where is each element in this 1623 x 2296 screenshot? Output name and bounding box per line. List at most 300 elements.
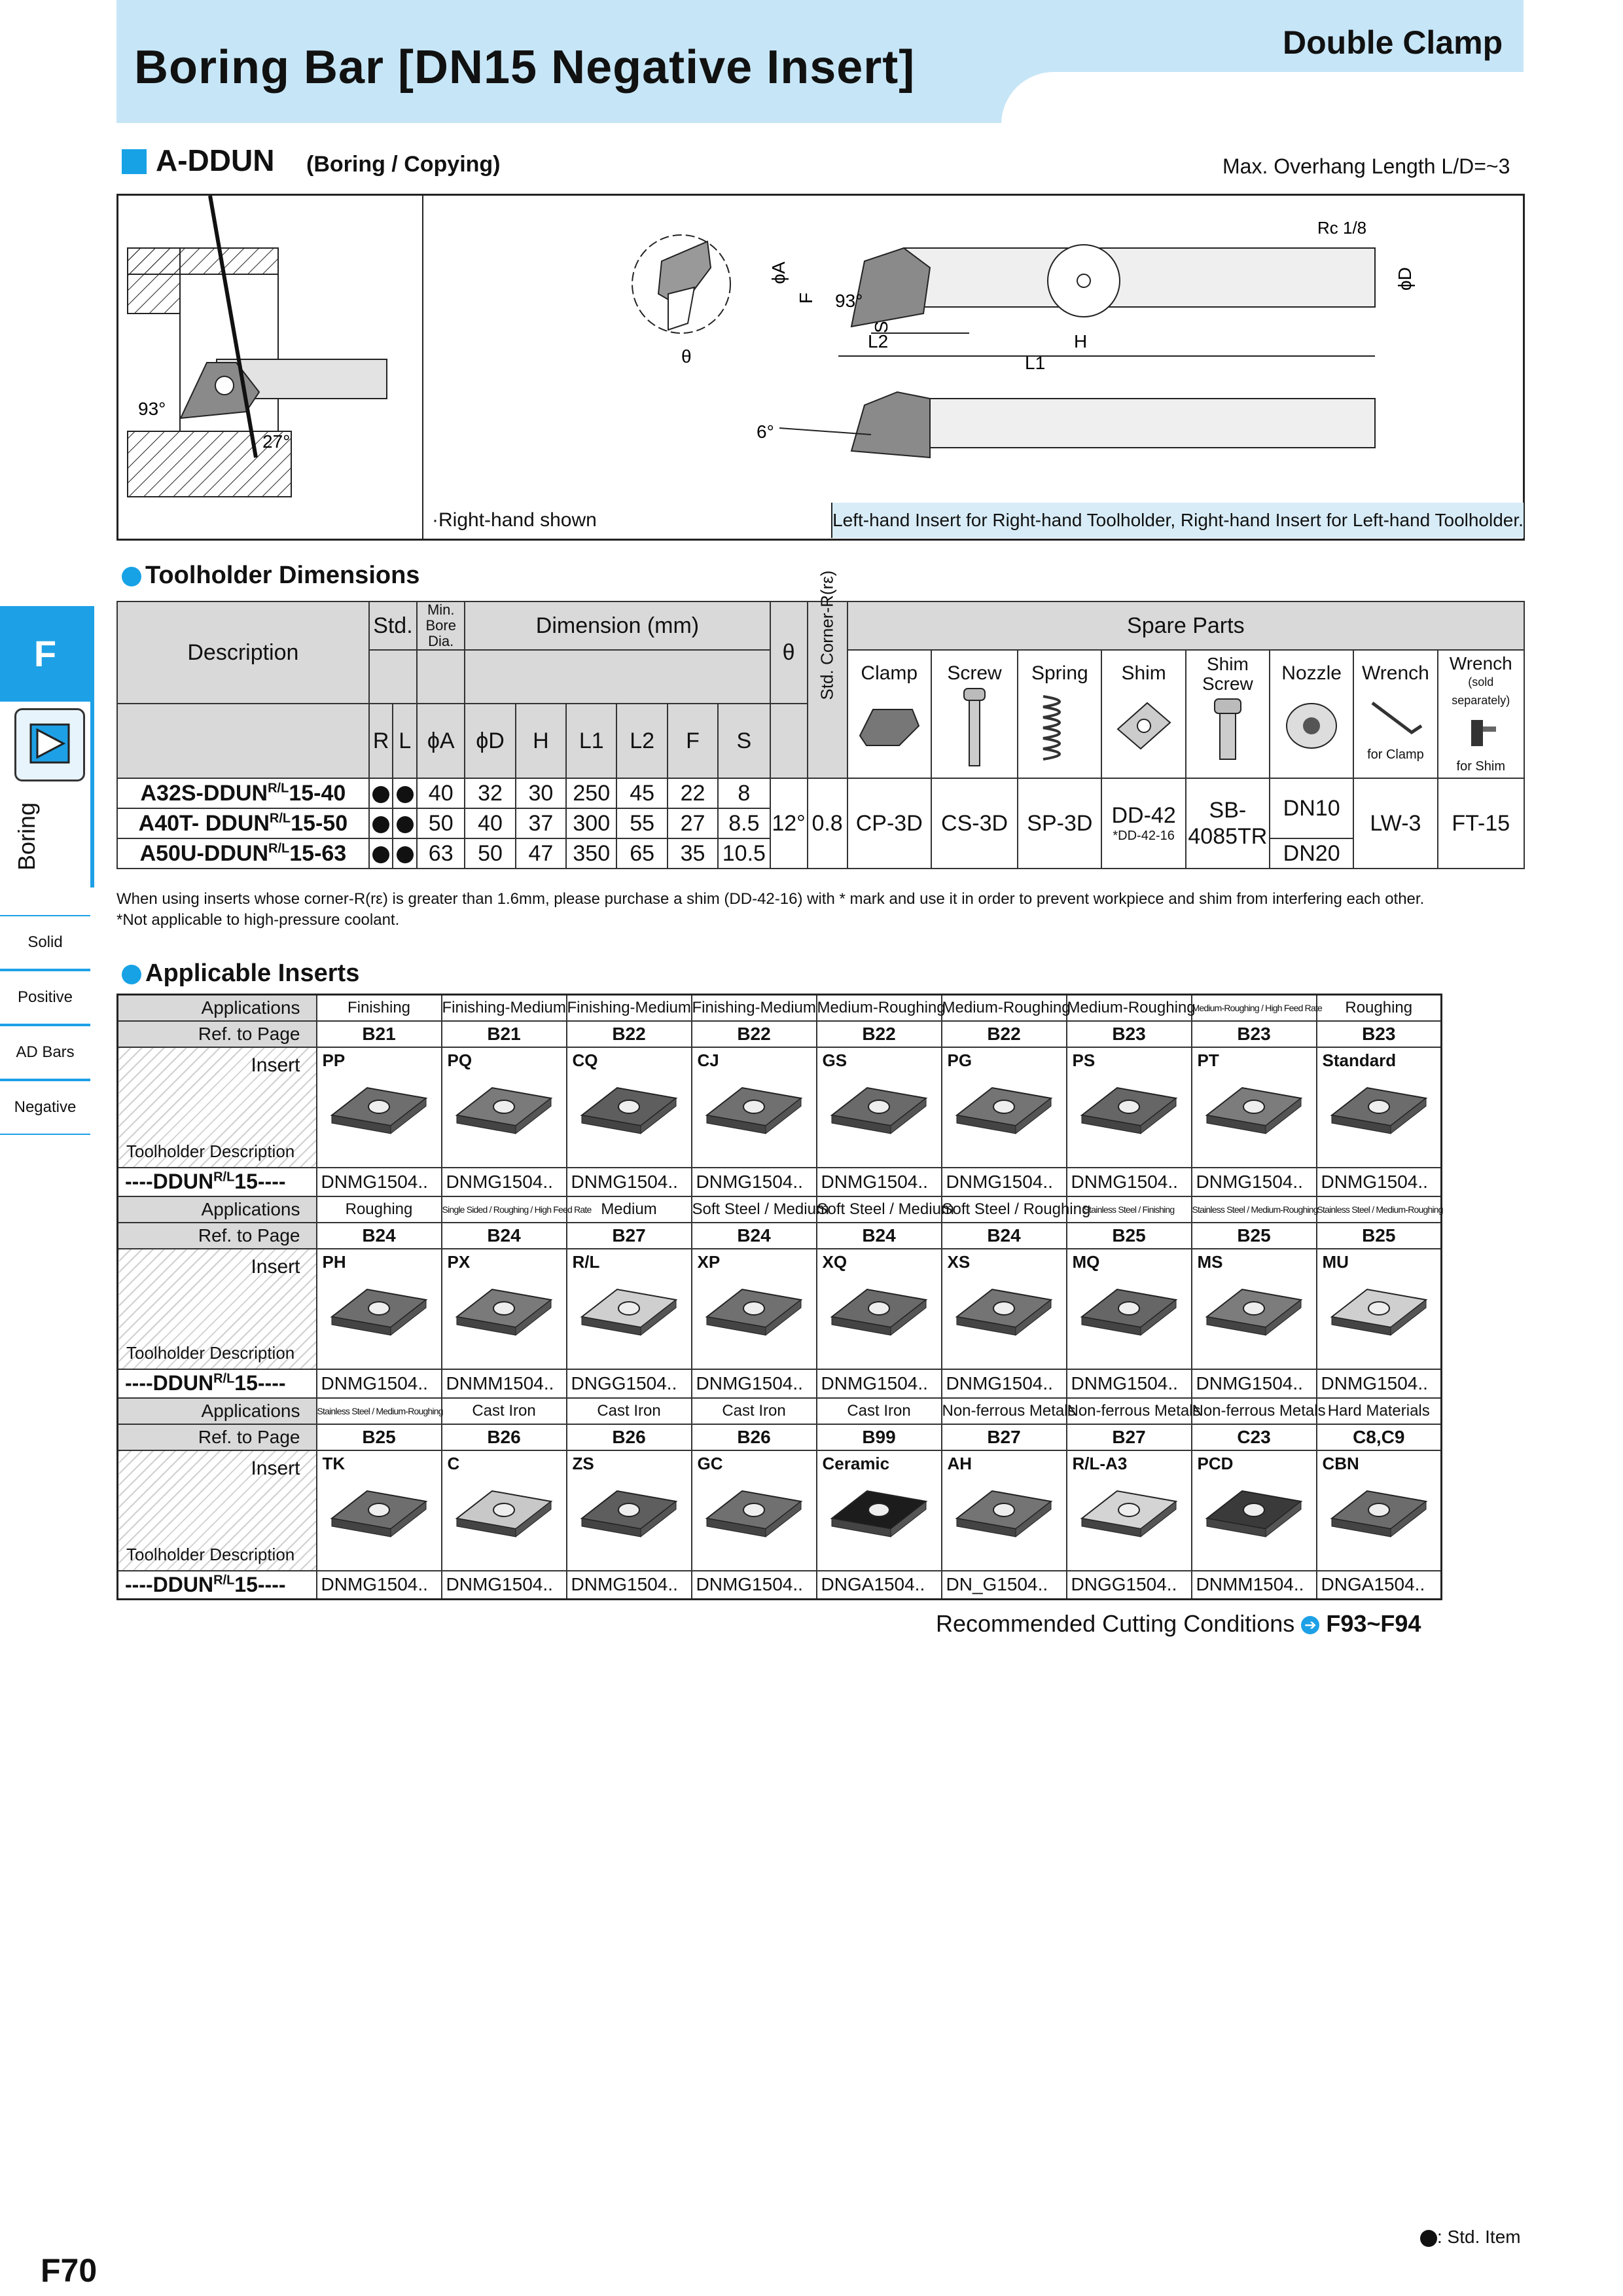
cell-L1: 300 bbox=[566, 808, 616, 838]
insert-code: DNGA1504.. bbox=[1317, 1571, 1442, 1600]
insert-ref-page[interactable]: B25 bbox=[1317, 1223, 1442, 1249]
insert-application: Medium-Roughing bbox=[1067, 995, 1192, 1021]
insert-name: PS bbox=[1072, 1050, 1096, 1070]
dimensions-heading: Toolholder Dimensions bbox=[145, 562, 420, 589]
insert-code: DNGG1504.. bbox=[1067, 1571, 1192, 1600]
shim-screw-icon bbox=[1208, 698, 1247, 763]
desc-b: 15-63 bbox=[289, 840, 347, 866]
insert-cell[interactable] bbox=[817, 1450, 942, 1571]
insert-name: XP bbox=[697, 1251, 721, 1272]
insert-code: DNMG1504.. bbox=[692, 1571, 817, 1600]
insert-code: DNMG1504.. bbox=[317, 1168, 442, 1196]
insert-application: Stainless Steel / Medium-Roughing bbox=[317, 1398, 442, 1424]
dimension-note-1: When using inserts whose corner-R(rε) is greater than 1.6mm, please purchase a shim (DD-42-16) with * mark and use it in order to prevent workpiece and shim from interfering each other. bbox=[116, 890, 1425, 908]
sidebar-item-ad-bars[interactable]: AD Bars bbox=[0, 1025, 90, 1080]
insert-cell[interactable] bbox=[1317, 1450, 1442, 1571]
boring-icon bbox=[14, 708, 85, 781]
insert-name: CBN bbox=[1322, 1453, 1359, 1473]
insert-cell[interactable] bbox=[317, 1047, 442, 1168]
insert-cell[interactable] bbox=[692, 1450, 817, 1571]
sidebar-item-positive[interactable]: Positive bbox=[0, 970, 90, 1025]
lbl-ref-page: Ref. to Page bbox=[118, 1021, 317, 1047]
insert-name: Standard bbox=[1322, 1050, 1397, 1070]
insert-code: DN_G1504.. bbox=[942, 1571, 1067, 1600]
L2-dim-label: L2 bbox=[868, 331, 889, 351]
drawing-svg bbox=[118, 196, 1523, 539]
insert-application: Medium bbox=[567, 1196, 692, 1223]
desc-rl: R/L bbox=[269, 811, 291, 826]
desc-a: A32S-DDUN bbox=[140, 780, 268, 806]
insert-cell[interactable] bbox=[442, 1047, 567, 1168]
insert-diamond-icon bbox=[1327, 1075, 1431, 1147]
hdr-corner bbox=[808, 570, 847, 778]
arrow-right-icon: ➔ bbox=[1301, 1616, 1319, 1634]
row-description bbox=[117, 838, 369, 869]
insert-code: DNMG1504.. bbox=[567, 1571, 692, 1600]
cell-H: 30 bbox=[516, 778, 566, 808]
cell-theta: 12° bbox=[770, 778, 808, 869]
sidebar-item-solid[interactable]: Solid bbox=[0, 915, 90, 970]
shim-alt-code: *DD-42-16 bbox=[1113, 829, 1175, 843]
insert-cell[interactable] bbox=[567, 1249, 692, 1369]
desc-rl: R/L bbox=[268, 841, 290, 856]
insert-cell[interactable] bbox=[817, 1249, 942, 1369]
shim-icon bbox=[1111, 696, 1177, 755]
insert-code: DNMG1504.. bbox=[442, 1571, 567, 1600]
hdr-wrench-text: Wrench bbox=[1362, 662, 1429, 684]
hdr-screw-text: Screw bbox=[947, 662, 1002, 684]
insert-diamond-icon bbox=[452, 1478, 556, 1550]
insert-name: PQ bbox=[447, 1050, 473, 1070]
H-dim-label: H bbox=[1074, 331, 1088, 351]
sidebar-item-negative[interactable]: Negative bbox=[0, 1080, 90, 1135]
recommended-conditions[interactable] bbox=[936, 1610, 1421, 1638]
insert-ref-page[interactable]: B99 bbox=[817, 1424, 942, 1450]
hdr-R: R bbox=[369, 704, 393, 778]
insert-cell[interactable] bbox=[1317, 1047, 1442, 1168]
insert-diamond-icon bbox=[952, 1075, 1056, 1147]
insert-name: PCD bbox=[1197, 1453, 1234, 1473]
insert-name: PH bbox=[322, 1251, 346, 1272]
insert-name: Ceramic bbox=[822, 1453, 890, 1473]
insert-diamond-icon bbox=[952, 1478, 1056, 1550]
std-R-dot bbox=[369, 808, 393, 838]
technical-drawing bbox=[116, 194, 1525, 541]
insert-ref-page[interactable]: B27 bbox=[942, 1424, 1067, 1450]
inserts-table bbox=[116, 994, 1441, 1600]
std-item-dot-icon bbox=[1420, 2230, 1437, 2247]
insert-name: MQ bbox=[1072, 1251, 1100, 1272]
insert-code: DNMG1504.. bbox=[1067, 1168, 1192, 1196]
lbl-holder: Toolholder Description bbox=[126, 1544, 295, 1564]
insert-application: Stainless Steel / Finishing bbox=[1067, 1196, 1192, 1223]
insert-diamond-icon bbox=[827, 1478, 931, 1550]
spring-icon bbox=[1037, 690, 1082, 768]
insert-name: GS bbox=[822, 1050, 847, 1070]
hdr-dimension-spacer bbox=[465, 650, 770, 704]
holder-description bbox=[118, 1168, 317, 1196]
insert-ref-page[interactable]: B26 bbox=[567, 1424, 692, 1450]
insert-code: DNMG1504.. bbox=[692, 1168, 817, 1196]
insert-ref-page[interactable]: B23 bbox=[1317, 1021, 1442, 1047]
hdr-F: F bbox=[668, 704, 718, 778]
cell-spring: SP-3D bbox=[1018, 778, 1101, 869]
insert-holder-diag bbox=[118, 1249, 317, 1369]
insert-cell[interactable] bbox=[567, 1047, 692, 1168]
insert-cell[interactable] bbox=[1317, 1249, 1442, 1369]
insert-cell[interactable] bbox=[317, 1249, 442, 1369]
hdr-min-bore: Min. Bore Dia. bbox=[417, 601, 465, 650]
insert-ref-page[interactable]: B22 bbox=[942, 1021, 1067, 1047]
cell-L2: 65 bbox=[616, 838, 667, 869]
insert-ref-page[interactable]: B23 bbox=[1192, 1021, 1317, 1047]
cell-phiD: 50 bbox=[465, 838, 515, 869]
cell-L2: 45 bbox=[616, 778, 667, 808]
lbl-holder: Toolholder Description bbox=[126, 1342, 295, 1363]
insert-cell[interactable] bbox=[1067, 1450, 1192, 1571]
hdr-shim-screw-text: Shim Screw bbox=[1202, 654, 1253, 694]
screw-icon bbox=[955, 687, 994, 772]
cell-phiD: 32 bbox=[465, 778, 515, 808]
insert-application: Medium-Roughing bbox=[942, 995, 1067, 1021]
hdr-wrench2 bbox=[1438, 650, 1524, 778]
insert-name: CJ bbox=[697, 1050, 719, 1070]
hdr-shim-screw bbox=[1186, 650, 1270, 778]
insert-ref-page[interactable]: B24 bbox=[817, 1223, 942, 1249]
header-notch bbox=[1001, 72, 1525, 124]
series-code: A-DDUN bbox=[156, 143, 275, 177]
insert-code: DNMG1504.. bbox=[442, 1168, 567, 1196]
insert-name: MS bbox=[1197, 1251, 1223, 1272]
insert-diamond-icon bbox=[1202, 1478, 1306, 1550]
insert-code: DNMG1504.. bbox=[1192, 1369, 1317, 1398]
insert-application: Roughing bbox=[317, 1196, 442, 1223]
hdr-L2: L2 bbox=[616, 704, 667, 778]
F-dim-label: F bbox=[796, 292, 816, 304]
cell-nozzle-2: DN20 bbox=[1270, 838, 1353, 869]
insert-ref-page[interactable]: B24 bbox=[317, 1223, 442, 1249]
insert-diamond-icon bbox=[1327, 1478, 1431, 1550]
section-marker-icon bbox=[122, 149, 147, 174]
insert-name: PT bbox=[1197, 1050, 1219, 1070]
cell-shim bbox=[1101, 778, 1185, 869]
recommended-label: Recommended Cutting Conditions bbox=[936, 1610, 1295, 1637]
cell-F: 35 bbox=[668, 838, 718, 869]
insert-ref-page[interactable]: B24 bbox=[942, 1223, 1067, 1249]
insert-ref-page[interactable]: B23 bbox=[1067, 1021, 1192, 1047]
lbl-applications: Applications bbox=[118, 995, 317, 1021]
insert-code: DNMG1504.. bbox=[1317, 1168, 1442, 1196]
sidebar-category bbox=[13, 798, 98, 884]
insert-cell[interactable] bbox=[942, 1249, 1067, 1369]
holder-b: 15---- bbox=[234, 1371, 286, 1395]
right-hand-note: ·Right-hand shown bbox=[432, 509, 597, 531]
insert-diamond-icon bbox=[702, 1075, 806, 1147]
page-number: F70 bbox=[41, 2252, 98, 2289]
cell-S: 8.5 bbox=[718, 808, 770, 838]
lbl-ref-page: Ref. to Page bbox=[118, 1223, 317, 1249]
insert-code: DNMG1504.. bbox=[817, 1369, 942, 1398]
hdr-shim bbox=[1101, 650, 1185, 778]
inserts-heading: Applicable Inserts bbox=[145, 960, 360, 987]
page-title: Boring Bar [DN15 Negative Insert] bbox=[134, 41, 916, 94]
insert-ref-page[interactable]: B26 bbox=[692, 1424, 817, 1450]
holder-b: 15---- bbox=[234, 1170, 286, 1193]
hdr-screw bbox=[931, 650, 1018, 778]
section-dot-icon bbox=[122, 567, 141, 586]
insert-ref-page[interactable]: B22 bbox=[817, 1021, 942, 1047]
insert-code: DNMG1504.. bbox=[1067, 1369, 1192, 1398]
insert-code: DNMM1504.. bbox=[1192, 1571, 1317, 1600]
hdr-min-bore-spacer bbox=[417, 650, 465, 704]
insert-cell[interactable] bbox=[1192, 1249, 1317, 1369]
insert-name: PG bbox=[947, 1050, 972, 1070]
max-overhang: Max. Overhang Length L/D=~3 bbox=[1222, 154, 1510, 178]
holder-description bbox=[118, 1571, 317, 1600]
section-dot-icon bbox=[122, 965, 141, 984]
hdr-L: L bbox=[393, 704, 417, 778]
holder-a: ----DDUN bbox=[125, 1170, 214, 1193]
series-type: (Boring / Copying) bbox=[306, 152, 501, 177]
cell-phiA: 63 bbox=[417, 838, 465, 869]
insert-application: Finishing bbox=[317, 995, 442, 1021]
insert-diamond-icon bbox=[952, 1276, 1056, 1348]
for-clamp-label: for Clamp bbox=[1367, 747, 1424, 762]
hdr-H: H bbox=[516, 704, 566, 778]
insert-name: MU bbox=[1322, 1251, 1349, 1272]
desc-b: 15-50 bbox=[291, 810, 348, 836]
insert-code: DNMG1504.. bbox=[317, 1369, 442, 1398]
cell-wrench: LW-3 bbox=[1353, 778, 1437, 869]
cell-screw: CS-3D bbox=[931, 778, 1018, 869]
insert-diamond-icon bbox=[1202, 1075, 1306, 1147]
insert-name: CQ bbox=[572, 1050, 598, 1070]
insert-diamond-icon bbox=[327, 1075, 431, 1147]
insert-application: Soft Steel / Roughing bbox=[942, 1196, 1067, 1223]
cell-H: 37 bbox=[516, 808, 566, 838]
insert-name: GC bbox=[697, 1453, 723, 1473]
insert-diamond-icon bbox=[327, 1276, 431, 1348]
insert-cell[interactable] bbox=[692, 1047, 817, 1168]
insert-application: Finishing-Medium bbox=[692, 995, 817, 1021]
std-L-dot bbox=[393, 808, 417, 838]
dimension-note-2: *Not applicable to high-pressure coolant. bbox=[116, 911, 400, 929]
insert-diamond-icon bbox=[1077, 1276, 1181, 1348]
insert-cell[interactable] bbox=[317, 1450, 442, 1571]
insert-code: DNMM1504.. bbox=[442, 1369, 567, 1398]
insert-ref-page[interactable]: B22 bbox=[567, 1021, 692, 1047]
insert-diamond-icon bbox=[327, 1478, 431, 1550]
cell-nozzle-1: DN10 bbox=[1270, 778, 1353, 838]
insert-code: DNMG1504.. bbox=[942, 1168, 1067, 1196]
insert-cell[interactable] bbox=[942, 1047, 1067, 1168]
insert-cell[interactable] bbox=[442, 1450, 567, 1571]
insert-ref-page[interactable]: B25 bbox=[1192, 1223, 1317, 1249]
hdr-wrench2-text: Wrench bbox=[1449, 653, 1512, 673]
insert-diamond-icon bbox=[827, 1276, 931, 1348]
insert-name: R/L bbox=[572, 1251, 600, 1272]
insert-code: DNGG1504.. bbox=[567, 1369, 692, 1398]
insert-application: Cast Iron bbox=[692, 1398, 817, 1424]
insert-ref-page[interactable]: B27 bbox=[1067, 1424, 1192, 1450]
row-description bbox=[117, 808, 369, 838]
insert-ref-page[interactable]: C8,C9 bbox=[1317, 1424, 1442, 1450]
cell-L1: 350 bbox=[566, 838, 616, 869]
insert-name: TK bbox=[322, 1453, 346, 1473]
hdr-std-spacer bbox=[369, 650, 417, 704]
insert-cell[interactable] bbox=[1192, 1450, 1317, 1571]
insert-code: DNMG1504.. bbox=[942, 1369, 1067, 1398]
hdr-nozzle-text: Nozzle bbox=[1281, 662, 1342, 684]
insert-application: Hard Materials bbox=[1317, 1398, 1442, 1424]
hdr-theta: θ bbox=[770, 601, 808, 704]
wrench2-sub: (sold separately) bbox=[1452, 675, 1510, 707]
insert-cell[interactable] bbox=[442, 1249, 567, 1369]
insert-cell[interactable] bbox=[942, 1450, 1067, 1571]
insert-application: Medium-Roughing / High Feed Rate bbox=[1192, 995, 1317, 1021]
insert-cell[interactable] bbox=[567, 1450, 692, 1571]
std-item-legend bbox=[1420, 2227, 1521, 2248]
cell-shim-screw: SB-4085TR bbox=[1186, 778, 1270, 869]
cell-S: 8 bbox=[718, 778, 770, 808]
insert-diamond-icon bbox=[702, 1276, 806, 1348]
insert-ref-page[interactable]: B24 bbox=[692, 1223, 817, 1249]
table-row bbox=[117, 778, 1524, 808]
insert-ref-page[interactable]: B25 bbox=[1067, 1223, 1192, 1249]
recommended-pages: F93~F94 bbox=[1326, 1610, 1421, 1637]
insert-application: Finishing-Medium bbox=[442, 995, 567, 1021]
insert-diamond-icon bbox=[577, 1478, 681, 1550]
insert-diamond-icon bbox=[1077, 1075, 1181, 1147]
hdr-spring bbox=[1018, 650, 1101, 778]
insert-name: XQ bbox=[822, 1251, 847, 1272]
insert-application: Cast Iron bbox=[817, 1398, 942, 1424]
S-dim-label: S bbox=[871, 321, 891, 333]
section-tab-F[interactable]: F bbox=[0, 606, 90, 702]
theta-label: θ bbox=[681, 346, 692, 367]
std-L-dot bbox=[393, 838, 417, 869]
insert-application: Soft Steel / Medium bbox=[692, 1196, 817, 1223]
hdr-description: Description bbox=[117, 601, 369, 704]
cell-corner: 0.8 bbox=[808, 778, 847, 869]
cell-clamp: CP-3D bbox=[847, 778, 931, 869]
hdr-theta-spacer bbox=[770, 704, 808, 778]
insert-cell[interactable] bbox=[1067, 1249, 1192, 1369]
insert-diamond-icon bbox=[827, 1075, 931, 1147]
insert-cell[interactable] bbox=[1192, 1047, 1317, 1168]
std-item-text: : Std. Item bbox=[1437, 2227, 1521, 2247]
hdr-shim-text: Shim bbox=[1121, 662, 1166, 684]
insert-code: DNMG1504.. bbox=[817, 1168, 942, 1196]
desc-a: A40T- DDUN bbox=[138, 810, 270, 836]
insert-diamond-icon bbox=[702, 1478, 806, 1550]
cell-phiD: 40 bbox=[465, 808, 515, 838]
hdr-std: Std. bbox=[369, 601, 417, 650]
angle-93-right: 93° bbox=[835, 291, 863, 311]
rc-label: Rc 1/8 bbox=[1317, 218, 1367, 238]
insert-code: DNMG1504.. bbox=[317, 1571, 442, 1600]
holder-a: ----DDUN bbox=[125, 1371, 214, 1395]
insert-cell[interactable] bbox=[817, 1047, 942, 1168]
insert-ref-page[interactable]: B25 bbox=[317, 1424, 442, 1450]
insert-holder-diag bbox=[118, 1450, 317, 1571]
phiA-dim-label: ϕA bbox=[768, 261, 789, 284]
for-shim-label: for Shim bbox=[1456, 759, 1505, 774]
cell-phiA: 50 bbox=[417, 808, 465, 838]
std-R-dot bbox=[369, 838, 393, 869]
clamp-type-label: Double Clamp bbox=[1283, 24, 1503, 61]
lbl-insert: Insert bbox=[251, 1457, 300, 1479]
insert-name: ZS bbox=[572, 1453, 594, 1473]
insert-code: DNMG1504.. bbox=[692, 1369, 817, 1398]
cell-F: 22 bbox=[668, 778, 718, 808]
cell-phiA: 40 bbox=[417, 778, 465, 808]
insert-code: DNMG1504.. bbox=[1192, 1168, 1317, 1196]
insert-ref-page[interactable]: B26 bbox=[442, 1424, 567, 1450]
L1-dim-label: L1 bbox=[1025, 353, 1046, 373]
hdr-spare: Spare Parts bbox=[847, 601, 1524, 650]
lbl-applications: Applications bbox=[118, 1398, 317, 1424]
hdr-L1: L1 bbox=[566, 704, 616, 778]
insert-ref-page[interactable]: B27 bbox=[567, 1223, 692, 1249]
holder-b: 15---- bbox=[234, 1572, 286, 1596]
insert-diamond-icon bbox=[577, 1276, 681, 1348]
hand-note-box: Left-hand Insert for Right-hand Toolholder, Right-hand Insert for Left-hand Toolholder. bbox=[831, 503, 1524, 538]
insert-application: Non-ferrous Metals bbox=[942, 1398, 1067, 1424]
insert-ref-page[interactable]: B24 bbox=[442, 1223, 567, 1249]
phiD-dim-label: ϕD bbox=[1395, 267, 1415, 291]
insert-ref-page[interactable]: C23 bbox=[1192, 1424, 1317, 1450]
insert-cell[interactable] bbox=[692, 1249, 817, 1369]
lbl-holder: Toolholder Description bbox=[126, 1141, 295, 1161]
hdr-S: S bbox=[718, 704, 770, 778]
hdr-phiD: ϕD bbox=[465, 704, 515, 778]
lbl-insert: Insert bbox=[251, 1255, 300, 1278]
angle-27: 27° bbox=[262, 431, 291, 452]
hdr-nozzle bbox=[1270, 650, 1353, 778]
holder-rl: R/L bbox=[213, 1170, 235, 1185]
desc-a: A50U-DDUN bbox=[139, 840, 269, 866]
insert-code: DNMG1504.. bbox=[567, 1168, 692, 1196]
sidebar-category-label: Boring bbox=[13, 802, 40, 870]
insert-code: DNGA1504.. bbox=[817, 1571, 942, 1600]
insert-application: Cast Iron bbox=[567, 1398, 692, 1424]
hdr-phiA: ϕA bbox=[417, 704, 465, 778]
hdr-corner-text: Std. Corner-R(rε) bbox=[817, 570, 837, 700]
holder-rl: R/L bbox=[213, 1573, 235, 1588]
insert-application: Stainless Steel / Medium-Roughing bbox=[1317, 1196, 1442, 1223]
insert-application: Medium-Roughing bbox=[817, 995, 942, 1021]
insert-ref-page[interactable]: B21 bbox=[317, 1021, 442, 1047]
insert-application: Cast Iron bbox=[442, 1398, 567, 1424]
lbl-insert: Insert bbox=[251, 1054, 300, 1076]
angle-6: 6° bbox=[757, 422, 774, 442]
insert-application: Non-ferrous Metals bbox=[1192, 1398, 1317, 1424]
hdr-clamp-text: Clamp bbox=[861, 662, 918, 684]
hdr-dimension: Dimension (mm) bbox=[465, 601, 770, 650]
insert-ref-page[interactable]: B22 bbox=[692, 1021, 817, 1047]
cell-L2: 55 bbox=[616, 808, 667, 838]
insert-ref-page[interactable]: B21 bbox=[442, 1021, 567, 1047]
clamp-icon bbox=[853, 696, 925, 755]
insert-name: R/L-A3 bbox=[1072, 1453, 1128, 1473]
insert-diamond-icon bbox=[452, 1276, 556, 1348]
lbl-ref-page: Ref. to Page bbox=[118, 1424, 317, 1450]
shim-code: DD-42 bbox=[1111, 803, 1176, 828]
cell-H: 47 bbox=[516, 838, 566, 869]
insert-cell[interactable] bbox=[1067, 1047, 1192, 1168]
insert-diamond-icon bbox=[577, 1075, 681, 1147]
